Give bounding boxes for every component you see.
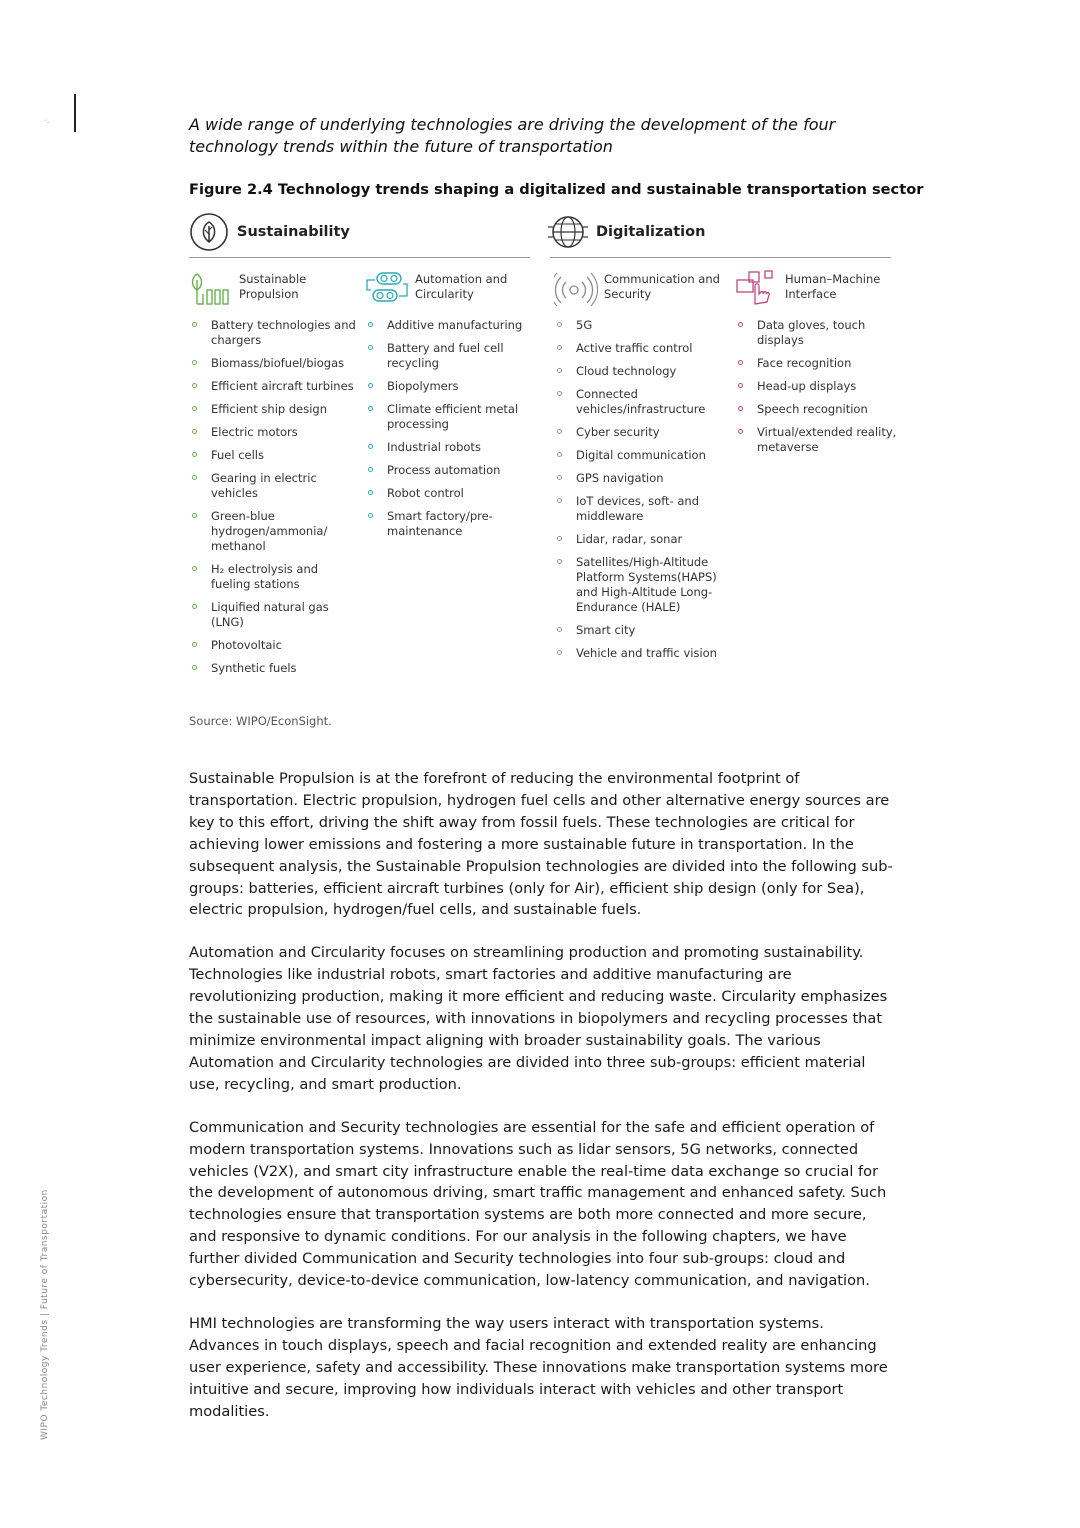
list-item-label: Data gloves, touch displays	[757, 318, 866, 347]
list-item-label: Digital communication	[576, 448, 706, 462]
list-item-label: Efficient ship design	[211, 402, 328, 416]
bullet-icon	[192, 566, 197, 571]
list-item-label: Face recognition	[757, 356, 852, 370]
section-label: Sustainability	[237, 224, 350, 240]
figure-source: Source: WIPO/EconSight.	[189, 714, 332, 728]
bullet-icon	[368, 345, 373, 350]
bullet-icon	[557, 559, 562, 564]
bullet-icon	[192, 360, 197, 365]
list-item	[554, 471, 724, 486]
column-title: Human–Machine Interface	[785, 272, 881, 301]
bullet-icon	[738, 383, 743, 388]
column-header	[365, 270, 535, 318]
list-item-label: IoT devices, soft- and middleware	[576, 494, 700, 523]
paragraph: Sustainable Propulsion is at the forefront of reducing the environmental footprint of transportation. Electric propulsion, hydrogen fuel cells and other alternative energy sources are key to this effort, driving the shift away from fossil fuels. These technologies are critical for achieving lower emissions and fostering a more sustainable future in transportation. In the subsequent analysis, the Sustainable Propulsion technologies are divided into the following sub-groups: batteries, efficient aircraft turbines (only for Air), efficient ship design (only for Sea), electric propulsion, hydrogen/fuel cells, and sustainable fuels.	[189, 770, 893, 919]
column-title: Communication and Security	[604, 272, 720, 301]
column-header	[554, 270, 724, 318]
list-item	[365, 402, 535, 432]
bullet-icon	[738, 429, 743, 434]
list-item-label: Active traffic control	[576, 341, 693, 355]
section-divider	[550, 257, 891, 258]
bullet-icon	[192, 475, 197, 480]
list-item	[554, 555, 724, 615]
list-item	[365, 318, 535, 333]
list-item-label: Smart city	[576, 623, 636, 637]
bullet-icon	[192, 322, 197, 327]
bullet-icon	[557, 345, 562, 350]
bullet-icon	[368, 467, 373, 472]
bullet-icon	[557, 475, 562, 480]
list-item	[554, 318, 724, 333]
column-header	[189, 270, 359, 318]
column-title: Automation and Circularity	[415, 272, 508, 301]
paragraph: Automation and Circularity focuses on streamlining production and promoting sustainability. Technologies like industrial robots, smart factories and additive manufacturing are revolutionizing production, making it more efficient and reducing waste. Circularity emphasizes the sustainable use of resources, with innovations in biopolymers and recycling processes that minimize environmental impact aligning with broader sustainability goals. The various Automation and Circularity technologies are divided into three sub-groups: efficient material use, recycling, and smart production.	[189, 944, 888, 1093]
side-running-text: WIPO Technology Trends | Future of Transportation	[40, 1189, 50, 1440]
list-item-label: Liquified natural gas (LNG)	[211, 600, 329, 629]
list-item	[189, 402, 359, 417]
list-item-label: Smart factory/pre-maintenance	[387, 509, 493, 538]
list-item	[365, 440, 535, 455]
list-item	[554, 646, 724, 661]
list-item	[189, 638, 359, 653]
bullet-icon	[557, 452, 562, 457]
bullet-icon	[368, 322, 373, 327]
list-item-label: Robot control	[387, 486, 464, 500]
list-item-label: Virtual/extended reality, metaverse	[757, 425, 897, 454]
bullet-icon	[557, 391, 562, 396]
list-item	[365, 486, 535, 501]
recycle-conveyor-icon	[365, 270, 409, 306]
list-item	[735, 318, 905, 348]
list-item-label: Lidar, radar, sonar	[576, 532, 683, 546]
signal-waves-icon	[554, 270, 598, 306]
list-item-label: Head-up displays	[757, 379, 857, 393]
list-item-label: Biomass/biofuel/biogas	[211, 356, 345, 370]
list-item-label: Cyber security	[576, 425, 660, 439]
list-item-label: H₂ electrolysis and fueling stations	[211, 562, 319, 591]
bullet-icon	[192, 429, 197, 434]
bullet-icon	[738, 322, 743, 327]
list-item	[554, 387, 724, 417]
section-divider	[189, 257, 530, 258]
list-item-label: Electric motors	[211, 425, 298, 439]
list-item-label: Industrial robots	[387, 440, 481, 454]
bullet-icon	[557, 322, 562, 327]
item-list	[189, 318, 359, 676]
list-item	[365, 379, 535, 394]
bullet-icon	[557, 498, 562, 503]
list-item	[735, 402, 905, 417]
bullet-icon	[557, 368, 562, 373]
list-item	[554, 494, 724, 524]
list-item	[554, 448, 724, 463]
hand-touch-icon	[735, 270, 779, 306]
list-item	[365, 341, 535, 371]
list-item-label: Climate efficient metal processing	[387, 402, 519, 431]
bullet-icon	[192, 383, 197, 388]
bullet-icon	[192, 406, 197, 411]
list-item	[365, 463, 535, 478]
list-item-label: Battery technologies and chargers	[211, 318, 356, 347]
intro-heading: A wide range of underlying technologies are driving the development of the four technology trends within the future of transportation	[189, 115, 836, 156]
list-item-label: Photovoltaic	[211, 638, 282, 652]
column-title: Sustainable Propulsion	[239, 272, 307, 301]
item-list	[735, 318, 905, 455]
section-sustainability	[189, 212, 350, 252]
column-human-machine-interface	[735, 270, 905, 463]
list-item-label: Efficient aircraft turbines	[211, 379, 354, 393]
list-item-label: Cloud technology	[576, 364, 677, 378]
section-label: Digitalization	[596, 224, 706, 240]
list-item	[735, 379, 905, 394]
list-item	[554, 532, 724, 547]
list-item	[554, 364, 724, 379]
list-item-label: Connected vehicles/infrastructure	[576, 387, 706, 416]
leaf-circle-icon	[189, 212, 229, 252]
list-item	[735, 356, 905, 371]
bullet-icon	[192, 513, 197, 518]
bullet-icon	[738, 360, 743, 365]
list-item-label: Gearing in electric vehicles	[211, 471, 317, 500]
list-item	[554, 623, 724, 638]
page-divider-bar	[74, 94, 76, 132]
bullet-icon	[368, 513, 373, 518]
list-item	[189, 471, 359, 501]
list-item	[189, 379, 359, 394]
list-item-label: Synthetic fuels	[211, 661, 297, 675]
column-automation-circularity	[365, 270, 535, 547]
list-item	[189, 509, 359, 554]
bullet-icon	[192, 604, 197, 609]
list-item	[554, 425, 724, 440]
column-header	[735, 270, 905, 318]
paragraph: HMI technologies are transforming the way users interact with transportation systems. Advances in touch displays, speech and facial recognition and extended reality are enhancing user experience, safety and accessibility. These innovations make transportation systems more intuitive and secure, improving how individuals interact with vehicles and other transport modalities.	[189, 1314, 888, 1420]
list-item	[554, 341, 724, 356]
list-item-label: Process automation	[387, 463, 501, 477]
list-item-label: Battery and fuel cell recycling	[387, 341, 504, 370]
list-item	[365, 509, 535, 539]
paragraph: Communication and Security technologies are essential for the safe and efficient operation of modern transportation systems. Innovations such as lidar sensors, 5G networks, connected vehicles (V2X), and smart city infrastructure enable the real-time data exchange so crucial for the development of autonomous driving, smart traffic management and enhanced safety. Such technologies ensure that transportation systems are both more connected and more secure, and responsive to dynamic conditions. For our analysis in the following chapters, we have further divided Communication and Security technologies into four sub-groups: cloud and cybersecurity, device-to-device communication, low-latency communication, and navigation.	[189, 1118, 887, 1290]
item-list	[554, 318, 724, 661]
list-item-label: Green-blue hydrogen/ammonia/ methanol	[211, 509, 328, 553]
bullet-icon	[557, 429, 562, 434]
figure-title: Figure 2.4 Technology trends shaping a digitalized and sustainable transportation sector	[189, 181, 924, 198]
section-digitalization	[548, 212, 705, 252]
column-communication-security	[554, 270, 724, 669]
list-item	[189, 661, 359, 676]
page-marker: ·:.	[44, 118, 50, 125]
bullet-icon	[192, 665, 197, 670]
bullet-icon	[368, 490, 373, 495]
bullet-icon	[368, 406, 373, 411]
list-item	[189, 356, 359, 371]
battery-leaf-icon	[189, 270, 233, 306]
column-sustainable-propulsion	[189, 270, 359, 684]
list-item	[735, 425, 905, 455]
item-list	[365, 318, 535, 539]
body-text	[189, 768, 897, 1443]
bullet-icon	[557, 536, 562, 541]
list-item-label: Biopolymers	[387, 379, 459, 393]
list-item-label: 5G	[576, 318, 593, 332]
list-item-label: GPS navigation	[576, 471, 664, 485]
bullet-icon	[557, 627, 562, 632]
list-item-label: Additive manufacturing	[387, 318, 523, 332]
list-item	[189, 600, 359, 630]
list-item	[189, 318, 359, 348]
bullet-icon	[192, 452, 197, 457]
bullet-icon	[368, 444, 373, 449]
bullet-icon	[738, 406, 743, 411]
list-item-label: Satellites/High-Altitude Platform Systems(HAPS) and High-Altitude Long-Endurance (HALE)	[576, 555, 717, 614]
globe-circuit-icon	[548, 212, 588, 252]
list-item	[189, 562, 359, 592]
list-item	[189, 448, 359, 463]
list-item-label: Vehicle and traffic vision	[576, 646, 717, 660]
bullet-icon	[192, 642, 197, 647]
bullet-icon	[368, 383, 373, 388]
list-item-label: Speech recognition	[757, 402, 868, 416]
list-item-label: Fuel cells	[211, 448, 264, 462]
bullet-icon	[557, 650, 562, 655]
list-item	[189, 425, 359, 440]
